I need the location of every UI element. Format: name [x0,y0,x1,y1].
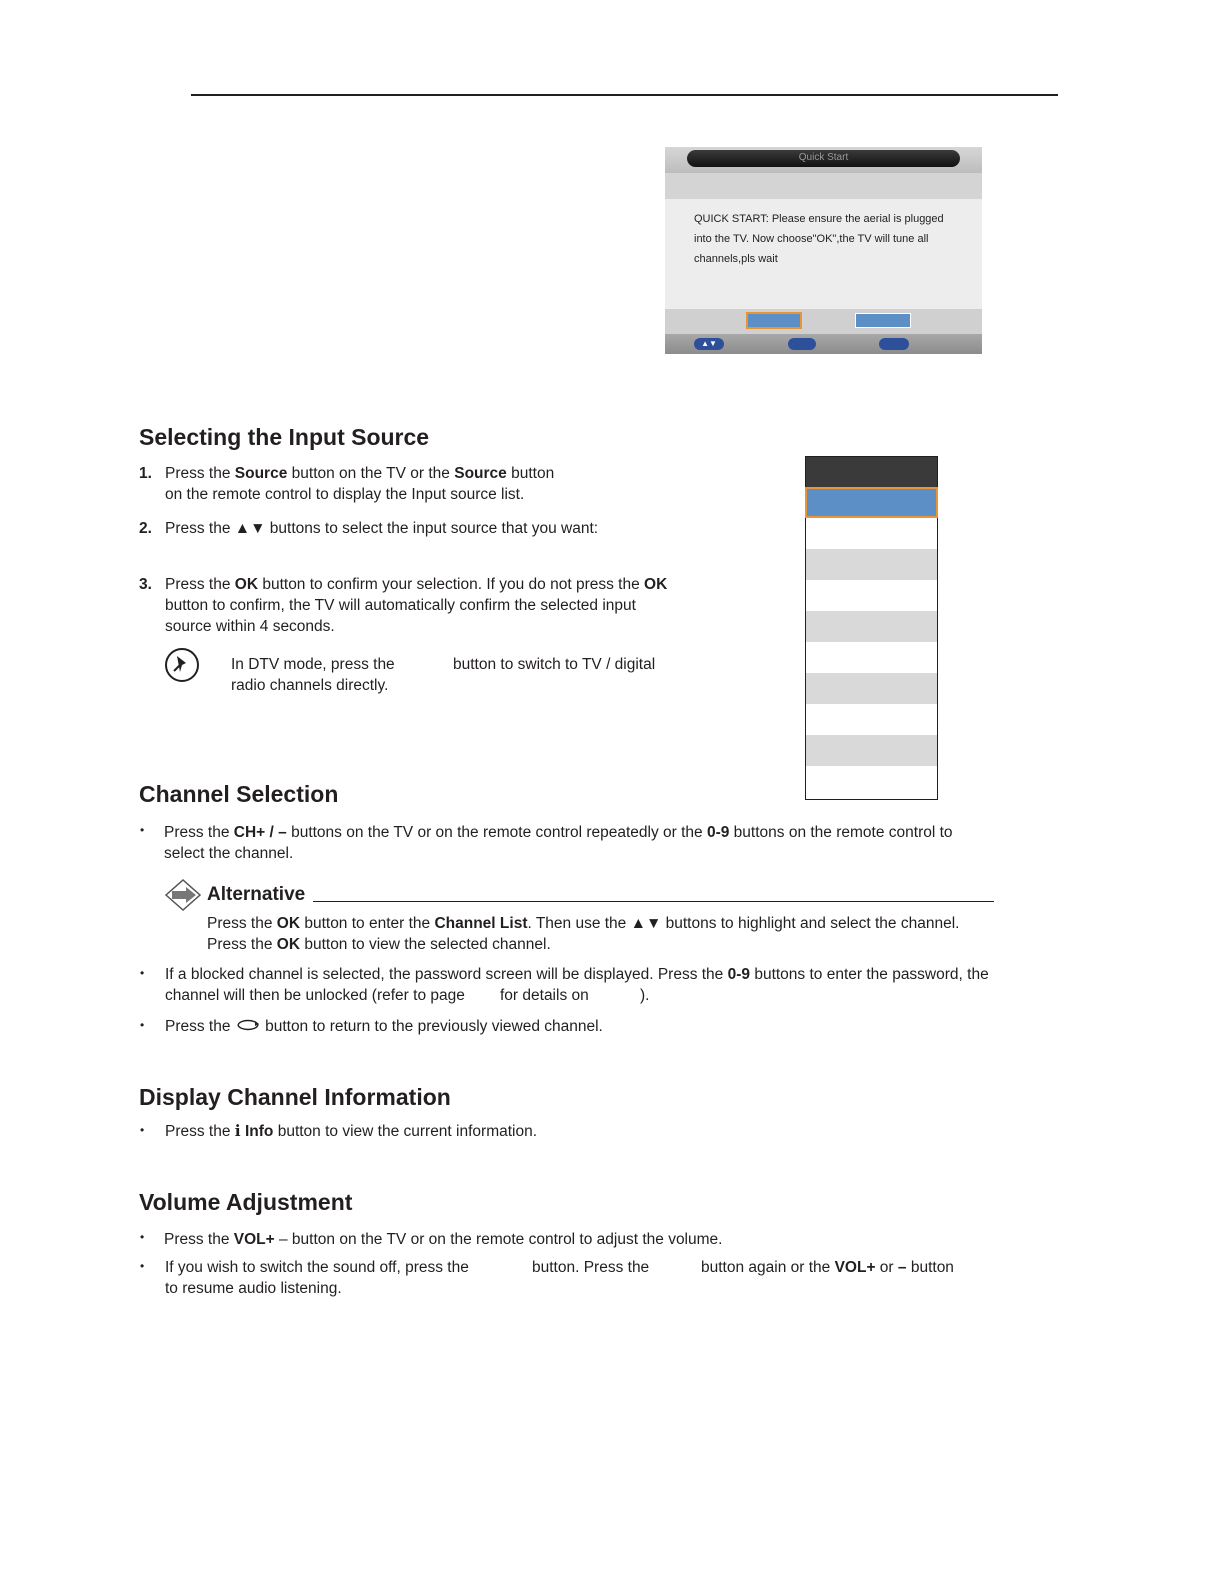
text: buttons to highlight and select the channel. [661,915,960,932]
text: Press the [164,1231,234,1248]
alternative-arrow-icon [164,878,204,912]
volume-bullet-2c [701,1257,1001,1278]
channel-bullet-2-line2a: channel will then be unlocked (refer to page [165,987,465,1004]
bullet: • [140,1259,145,1273]
section-heading-channel-selection: Channel Selection [139,781,339,807]
section-heading-channel-info: Display Channel Information [139,1084,451,1110]
bullet: • [140,1018,145,1032]
text: button to view the selected channel. [300,936,551,953]
text: button [906,1259,954,1276]
section-heading-volume: Volume Adjustment [139,1189,353,1215]
bold-text: OK [276,936,301,953]
step-number: 2. [139,520,152,537]
text: Press the [165,576,235,593]
cancel-button[interactable] [855,313,911,328]
text: button to return to the previously viewed channel. [260,1018,603,1035]
info-icon: ℹ [234,1123,241,1140]
note-text-1a: In DTV mode, press the [231,656,395,673]
text: on the remote control to display the Input source list. [165,486,525,503]
text: buttons to enter the password, the [750,966,989,983]
bold-text: 0-9 [706,824,730,841]
hint-pill-icon [879,338,909,350]
source-item[interactable] [806,642,937,673]
note-text-1b: button to switch to TV / digital [453,656,656,673]
source-item[interactable] [806,735,937,766]
bold-text: OK [234,576,259,593]
text: Press the [207,915,277,932]
text: Press the [165,465,235,482]
dialog-message-line: into the TV. Now choose"OK",the TV will tune all [694,233,929,245]
channel-info-bullet [165,1121,765,1142]
alternative-text [207,913,1007,955]
text: button again or the [701,1259,835,1276]
bold-text: 0-9 [727,966,751,983]
navigate-hint-icon: ▲▼ [694,338,724,350]
dialog-message-line: QUICK START: Please ensure the aerial is plugged [694,213,944,225]
source-item[interactable] [806,704,937,735]
bold-text: OK [276,915,301,932]
source-list-header [806,457,937,487]
channel-bullet-3 [165,1016,865,1037]
text: buttons to select the input source that you want: [265,520,599,537]
bold-text: OK [644,576,668,593]
section-heading-input-source: Selecting the Input Source [139,424,430,450]
bold-text: – [897,1259,907,1276]
volume-bullet-2-line2: to resume audio listening. [165,1280,342,1297]
text: Press the [165,1123,235,1140]
step-number: 1. [139,465,152,482]
bold-text: VOL+ [233,1231,275,1248]
bold-text: CH+ / – [233,824,287,841]
bold-text: Source [234,465,288,482]
bold-text: Channel List [434,915,528,932]
bullet: • [140,823,145,837]
dialog-message-line: channels,pls wait [694,253,778,265]
text: Press the [165,520,235,537]
alternative-rule [313,901,994,902]
ok-button[interactable] [746,312,802,329]
dialog-message [694,209,974,269]
text: button to confirm your selection. If you do not press the [258,576,645,593]
text: button on the TV or the [287,465,455,482]
up-down-arrows-icon: ▲▼ [234,520,266,537]
text: button to view the current information. [273,1123,538,1140]
return-icon [235,1018,261,1032]
quick-start-dialog [665,147,982,354]
dialog-footer [665,309,982,334]
text: or [875,1259,898,1276]
text: . Then use the [527,915,631,932]
text: button to enter the [300,915,435,932]
bullet: • [140,1123,145,1137]
channel-bullet-1 [164,822,1024,864]
dialog-title: Quick Start [798,152,849,163]
source-item[interactable] [806,611,937,642]
bold-text: Info [244,1123,274,1140]
volume-bullet-1 [164,1229,964,1250]
source-item[interactable] [806,673,937,704]
hint-pill-icon [788,338,816,350]
input-source-list [805,456,938,800]
source-item[interactable] [806,766,937,797]
alternative-title: Alternative [207,884,306,905]
text: select the channel. [164,845,294,862]
text: – button on the TV or on the remote control to adjust the volume. [274,1231,723,1248]
bullet: • [140,1230,145,1244]
text: Press the [165,1018,235,1035]
text: button to confirm, the TV will automatically confirm the selected input [165,597,636,614]
text: source within 4 seconds. [165,618,335,635]
up-down-arrows-icon: ▲▼ [630,915,662,932]
volume-bullet-2b: button. Press the [532,1259,650,1276]
text: buttons on the remote control to [729,824,953,841]
source-item-selected[interactable] [805,487,938,518]
bold-text: Source [454,465,507,482]
step-number: 3. [139,576,152,593]
source-item[interactable] [806,518,937,549]
bullet: • [140,966,145,980]
note-pin-icon [165,648,199,682]
text: Press the [207,936,277,953]
dialog-band [665,173,982,199]
volume-bullet-2a: If you wish to switch the sound off, press the [165,1259,469,1276]
note-text-2: radio channels directly. [231,677,389,694]
bold-text: VOL+ [834,1259,876,1276]
top-rule [191,94,1058,96]
text: buttons on the TV or on the remote control repeatedly or the [286,824,707,841]
channel-bullet-2 [165,964,1025,985]
text: If a blocked channel is selected, the password screen will be displayed. Press the [165,966,728,983]
channel-bullet-2-line2b: for details on [500,987,589,1004]
source-item[interactable] [806,580,937,611]
source-item[interactable] [806,549,937,580]
text: button [506,465,555,482]
text: Press the [164,824,234,841]
channel-bullet-2-line2c: ). [640,987,650,1004]
